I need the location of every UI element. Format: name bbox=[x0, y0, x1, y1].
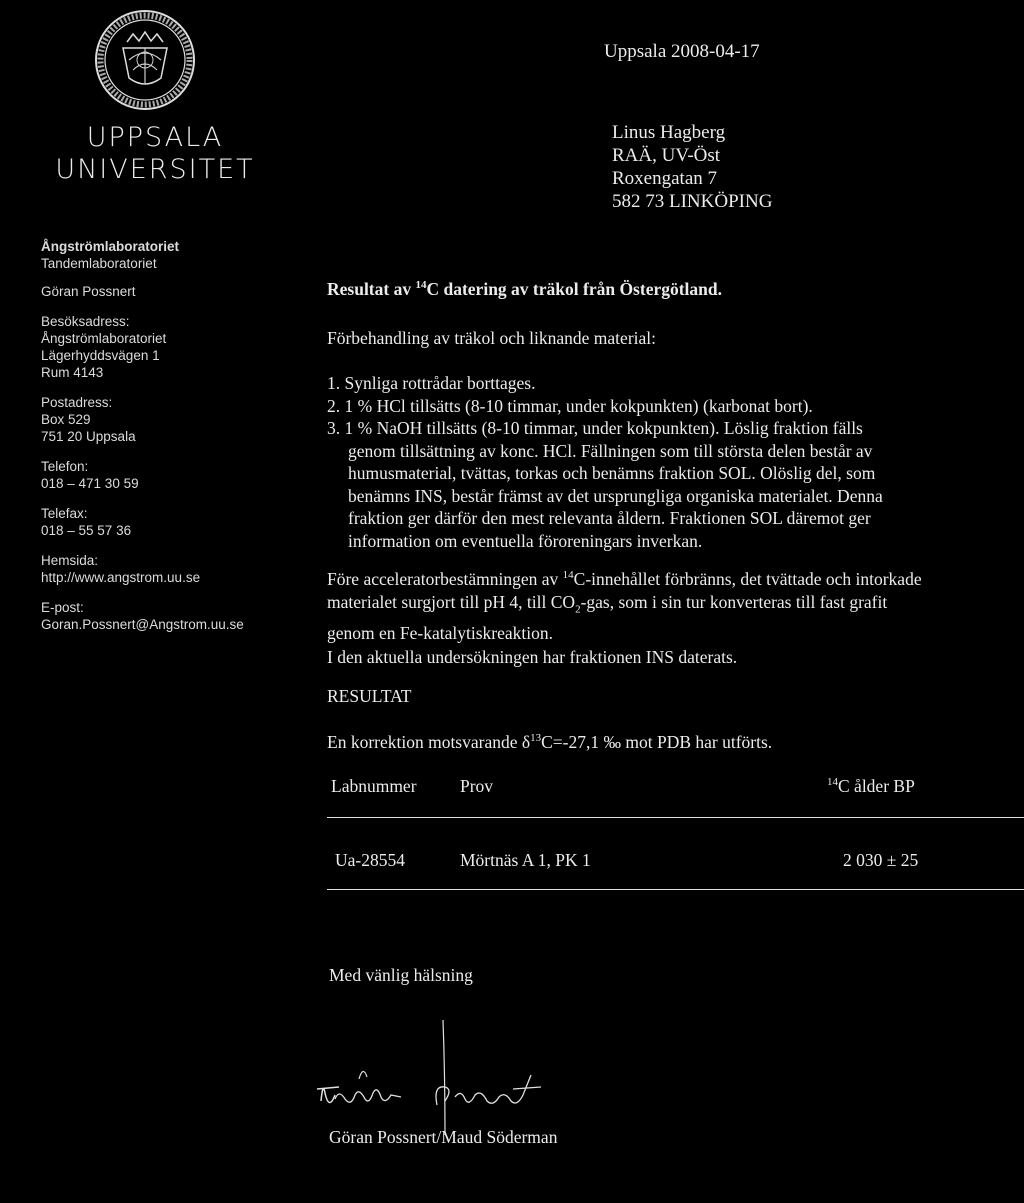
cell-prov: Mörtnäs A 1, PK 1 bbox=[460, 850, 591, 870]
correction-text: C=-27,1 ‰ mot PDB har utförts. bbox=[541, 732, 773, 752]
university-seal-icon bbox=[93, 8, 197, 112]
col-header-prov: Prov bbox=[460, 776, 494, 796]
visit-line: Lägerhyddsvägen 1 bbox=[41, 348, 160, 363]
col-header-labnummer: Labnummer bbox=[331, 776, 417, 796]
accelerator-paragraph bbox=[327, 564, 922, 669]
post-line: 751 20 Uppsala bbox=[41, 429, 136, 444]
pretreatment-steps bbox=[327, 372, 883, 552]
post-line: Box 529 bbox=[41, 412, 91, 427]
subject-text: C datering av träkol från Östergötland. bbox=[426, 279, 723, 299]
age-header-text: C ålder BP bbox=[838, 776, 915, 796]
university-name-line2: UNIVERSITET bbox=[55, 154, 255, 185]
step-line: genom tillsättning av konc. HCl. Fällningen som till största delen består av bbox=[348, 440, 873, 461]
signature-names: Göran Possnert/Maud Söderman bbox=[329, 1127, 558, 1147]
university-name-line1: UPPSALA bbox=[86, 122, 224, 153]
accel-text: -gas, som i sin tur konverteras till fast grafit bbox=[580, 592, 888, 613]
step-line: fraktion ger därför den mest relevanta åldern. Fraktionen SOL däremot ger bbox=[348, 508, 871, 528]
accel-text: C-innehållet förbränns, det tvättade och intorkade bbox=[573, 568, 922, 589]
accel-text: genom en Fe-katalytiskreaktion. bbox=[327, 623, 553, 644]
recipient-line: Linus Hagberg bbox=[612, 122, 726, 143]
age-superscript: 14 bbox=[827, 776, 838, 789]
cell-age: 2 030 ± 25 bbox=[843, 850, 919, 870]
step-line: humusmaterial, tvättas, torkas och benämns fraktion SOL. Olöslig del, som bbox=[348, 463, 876, 483]
correction-line bbox=[327, 732, 772, 753]
contact-person: Göran Possnert bbox=[41, 284, 136, 299]
letter-subject bbox=[327, 279, 722, 300]
col-header-age bbox=[827, 776, 915, 797]
recipient-line: Roxengatan 7 bbox=[612, 168, 718, 189]
result-heading: RESULTAT bbox=[327, 686, 412, 706]
subject-superscript: 14 bbox=[415, 279, 427, 292]
correction-text: En korrektion motsvarande δ bbox=[327, 732, 531, 752]
accel-superscript: 14 bbox=[562, 569, 574, 581]
pretreatment-heading: Förbehandling av träkol och liknande material: bbox=[327, 328, 656, 348]
fax-label: Telefax: bbox=[41, 506, 88, 521]
visit-line: Rum 4143 bbox=[41, 365, 104, 380]
accel-subscript: 2 bbox=[575, 603, 581, 616]
phone-number: 018 – 471 30 59 bbox=[41, 476, 139, 491]
accel-text: I den aktuella undersökningen har fraktionen INS daterats. bbox=[327, 646, 738, 667]
accel-text: Före acceleratorbestämningen av bbox=[327, 568, 563, 589]
subject-text: Resultat av bbox=[327, 279, 416, 299]
step-line: 3. 1 % NaOH tillsätts (8-10 timmar, under kokpunkten). Löslig fraktion fälls bbox=[327, 418, 863, 438]
recipient-address bbox=[612, 121, 772, 213]
step-line: information om eventuella föroreningars inverkan. bbox=[348, 530, 703, 551]
email-label: E-post: bbox=[41, 600, 84, 615]
step-line: 2. 1 % HCl tillsätts (8-10 timmar, under kokpunkten) (karbonat bort). bbox=[327, 395, 813, 416]
correction-superscript: 13 bbox=[530, 732, 542, 745]
recipient-line: RAÄ, UV-Öst bbox=[612, 145, 721, 166]
visit-label: Besöksadress: bbox=[41, 314, 130, 329]
letter-date: Uppsala 2008-04-17 bbox=[604, 41, 760, 62]
phone-label: Telefon: bbox=[41, 459, 89, 474]
closing-greeting: Med vänlig hälsning bbox=[329, 965, 473, 985]
web-link[interactable]: http://www.angstrom.uu.se bbox=[41, 570, 201, 585]
cell-labnummer: Ua-28554 bbox=[335, 850, 405, 870]
visit-line: Ångströmlaboratoriet bbox=[41, 331, 167, 346]
email-link[interactable]: Goran.Possnert@Angstrom.uu.se bbox=[41, 617, 244, 632]
recipient-line: 582 73 LINKÖPING bbox=[612, 191, 773, 212]
step-line: benämns INS, består främst av det ursprungliga organiska materialet. Denna bbox=[348, 485, 883, 506]
accel-text: materialet surgjort till pH 4, till CO bbox=[327, 592, 576, 613]
table-rule-bottom bbox=[327, 889, 1024, 890]
post-label: Postadress: bbox=[41, 395, 113, 410]
lab-name: Ångströmlaboratoriet bbox=[41, 239, 180, 254]
fax-number: 018 – 55 57 36 bbox=[41, 523, 132, 538]
step-line: 1. Synliga rottrådar borttages. bbox=[327, 373, 536, 393]
sidebar-contact bbox=[41, 238, 244, 633]
table-rule-top bbox=[327, 817, 1024, 818]
sublab-name: Tandemlaboratoriet bbox=[41, 256, 157, 271]
web-label: Hemsida: bbox=[41, 553, 99, 568]
